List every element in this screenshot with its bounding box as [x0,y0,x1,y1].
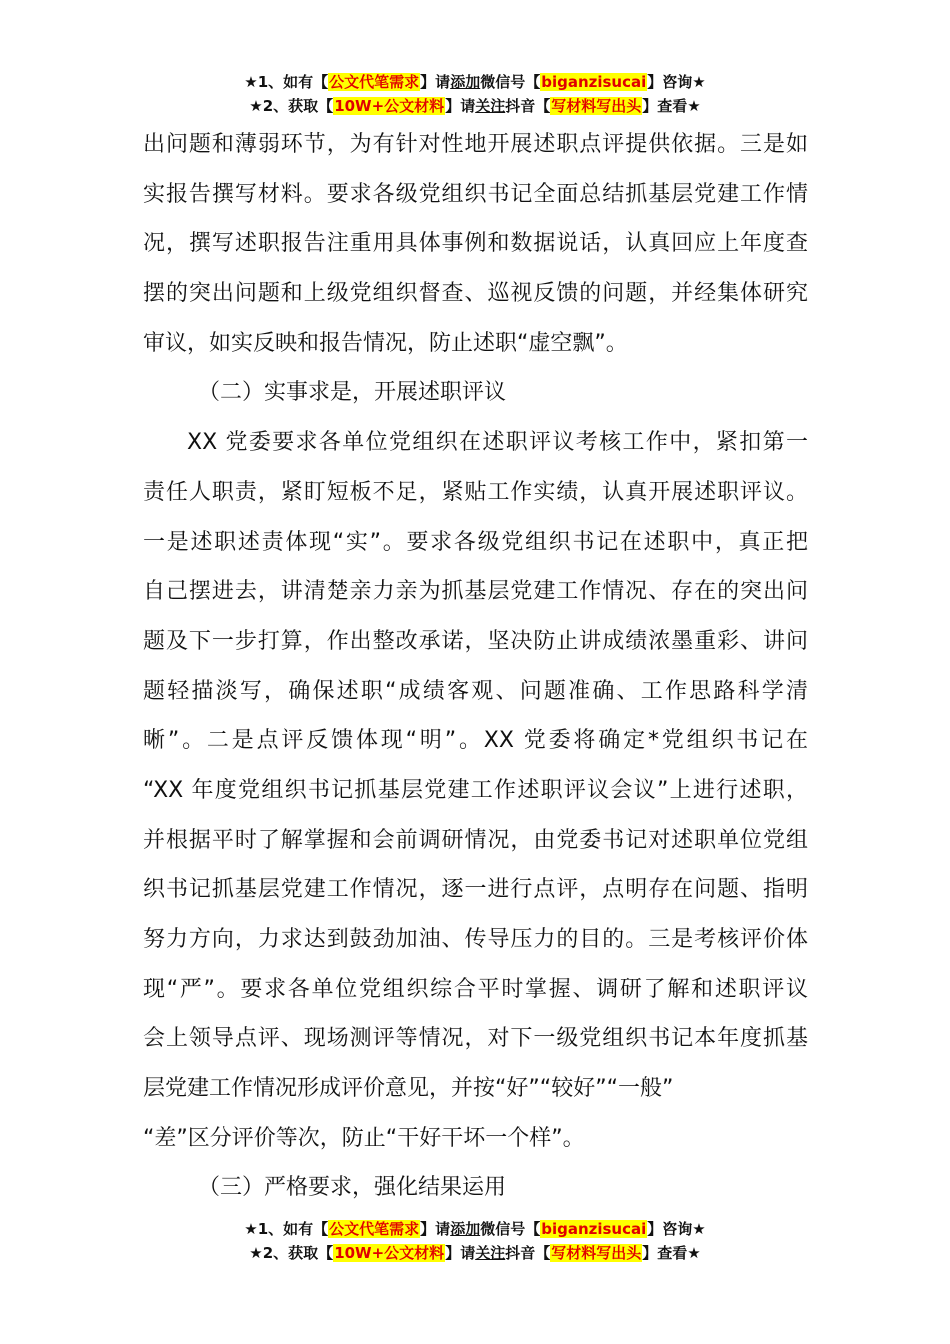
body-line: “XX 年度党组织书记抓基层党建工作述职评议会议”上进行述职， [143,777,808,803]
body-line: 现“严”。要求各单位党组织综合平时掌握、调研了解和述职评议 [143,976,808,1002]
body-line: 审议，如实反映和报告情况，防止述职“虚空飘”。 [143,330,628,356]
promo-banner-top [0,70,950,118]
highlight-wechat-id: biganzisucai [541,73,647,91]
body-line: 摆的突出问题和上级党组织督查、巡视反馈的问题，并经集体研究 [143,281,808,307]
highlight-douyin-id: 写材料写出头 [551,1244,642,1262]
body-line: 层党建工作情况形成评价意见，并按“好”“较好”“一般” [143,1076,674,1102]
promo-line-1: ★1、如有【公文代笔需求】请添加微信号【biganzisucai】咨询★ [244,1220,706,1238]
highlight-service: 公文代笔需求 [329,73,420,91]
highlight-materials: 10W+公文材料 [334,97,445,115]
highlight-service: 公文代笔需求 [329,1220,420,1238]
body-line: 自己摆进去，讲清楚亲力亲为抓基层党建工作情况、存在的突出问 [143,579,808,605]
highlight-douyin-id: 写材料写出头 [551,97,642,115]
body-line: 会上领导点评、现场测评等情况，对下一级党组织书记本年度抓基 [143,1026,808,1052]
body-line: 题轻描淡写，确保述职“成绩客观、问题准确、工作思路科学清 [143,678,808,704]
promo-line-1: ★1、如有【公文代笔需求】请添加微信号【biganzisucai】咨询★ [244,73,706,91]
section-heading-2: （二）实事求是，开展述职评议 [198,380,507,406]
body-line: 努力方向，力求达到鼓劲加油、传导压力的目的。三是考核评价体 [143,927,808,952]
document-body [143,120,808,1213]
body-line: 实报告撰写材料。要求各级党组织书记全面总结抓基层党建工作情 [143,181,808,207]
promo-line-2: ★2、获取【10W+公文材料】请关注抖音【写材料写出头】查看★ [249,1244,701,1262]
body-line: 并根据平时了解掌握和会前调研情况，由党委书记对述职单位党组 [143,827,808,853]
body-line: XX 党委要求各单位党组织在述职评议考核工作中，紧扣第一 [187,430,808,456]
body-line: 一是述职述责体现“实”。要求各级党组织书记在述职中，真正把 [143,529,808,555]
promo-line-2: ★2、获取【10W+公文材料】请关注抖音【写材料写出头】查看★ [249,97,701,115]
body-line: 况，撰写述职报告注重用具体事例和数据说话，认真回应上年度查 [143,231,808,257]
section-heading-3: （三）严格要求，强化结果运用 [198,1175,507,1201]
body-line: 题及下一步打算，作出整改承诺，坚决防止讲成绩浓墨重彩、讲问 [143,628,808,654]
body-line: 责任人职责，紧盯短板不足，紧贴工作实绩，认真开展述职评议。 [143,479,808,505]
promo-banner-bottom [0,1217,950,1265]
body-line: “差”区分评价等次，防止“干好干坏一个样”。 [143,1125,585,1151]
body-line: 晰”。二是点评反馈体现“明”。XX 党委将确定*党组织书记在 [143,728,808,754]
highlight-materials: 10W+公文材料 [334,1244,445,1262]
body-line: 织书记抓基层党建工作情况，逐一进行点评，点明存在问题、指明 [143,877,808,903]
body-line: 出问题和薄弱环节，为有针对性地开展述职点评提供依据。三是如 [143,132,808,157]
highlight-wechat-id: biganzisucai [541,1220,647,1238]
